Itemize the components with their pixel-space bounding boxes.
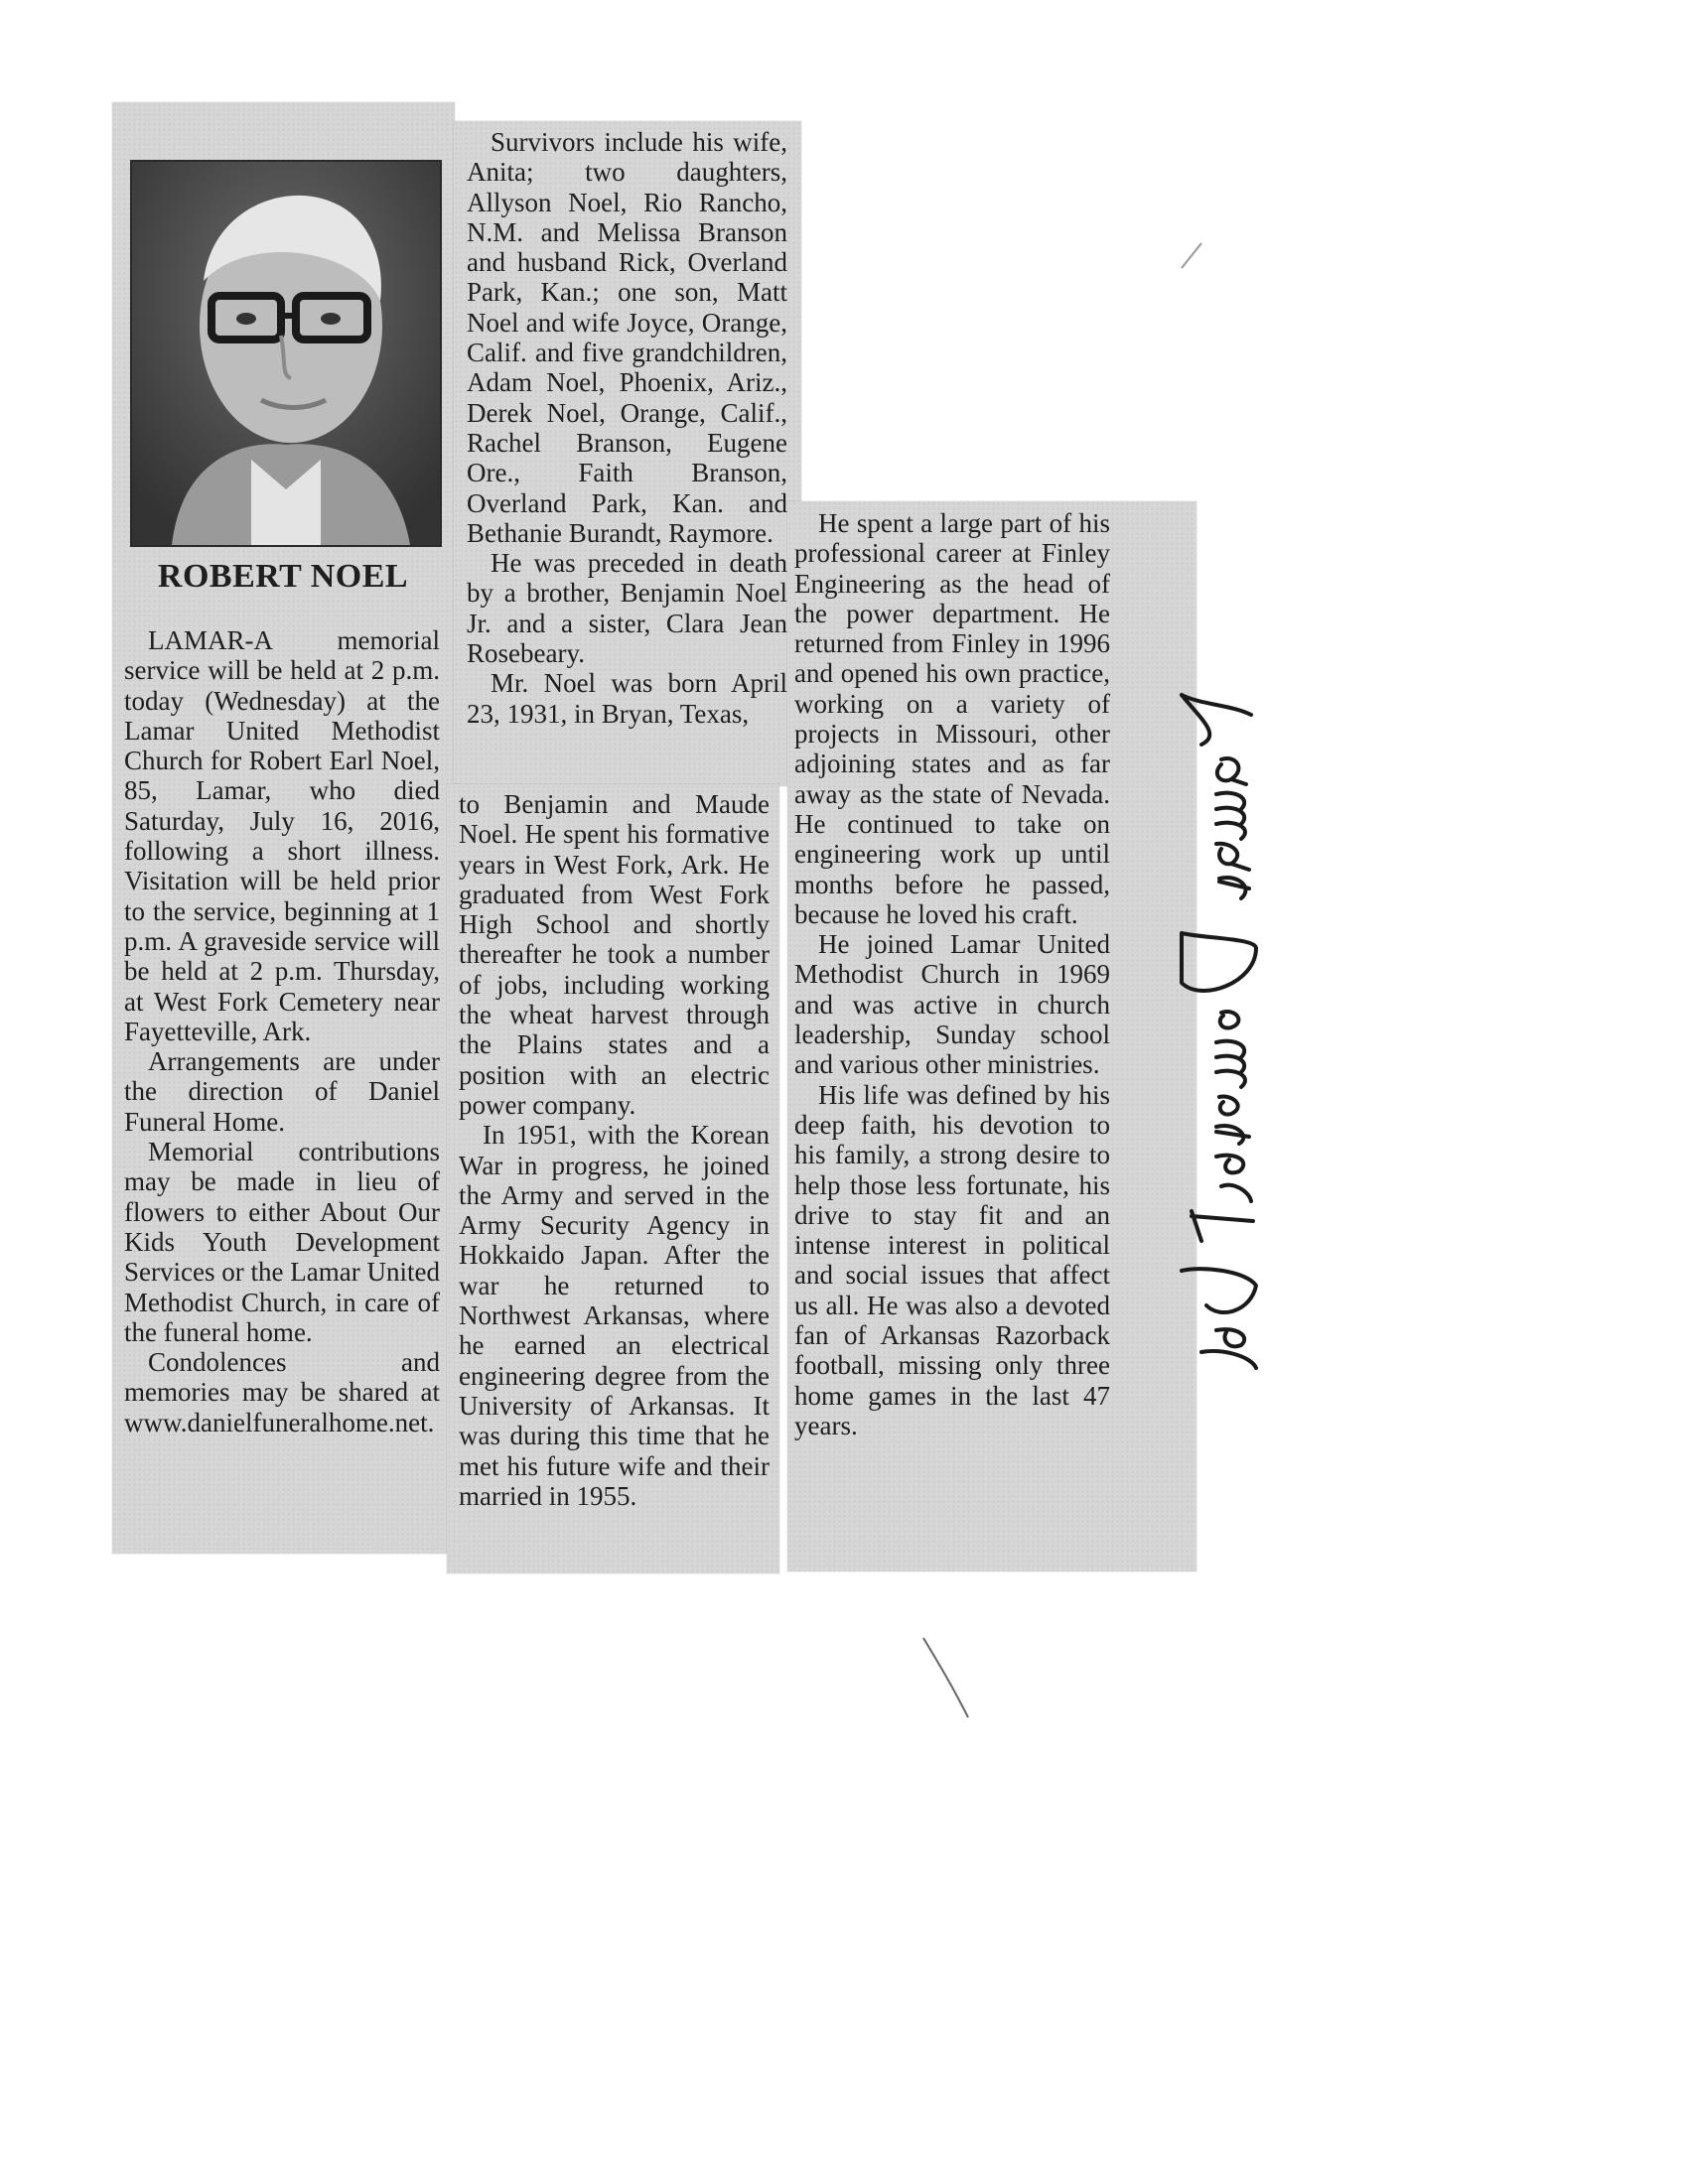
career-paragraph: He spent a large part of his professional career at Finley Engineering as the head of the power department. He returned from Finley in 1996 and opened his own practice, working on a variety of projects in Missouri, other adjoining states and as far away as the state of Nevada. He continued to take on engineering work up until months before he passed, because he loved his craft.	[794, 508, 1110, 929]
scan-mark-top-right	[1172, 238, 1211, 278]
handwritten-date-note	[1162, 685, 1281, 1380]
life-paragraph: His life was defined by his deep faith, his devotion to his family, a strong desire to help those less fortunate, his drive to stay fit and an intense interest in political and social issues that affect us all. He was also a devoted fan of Arkansas Razorback football, missing only three home games in the last 47 years.	[794, 1079, 1110, 1440]
obituary-column-1	[124, 625, 440, 1437]
arrangements-paragraph: Arrangements are under the direction of Daniel Funeral Home.	[124, 1046, 440, 1137]
birth-paragraph-start: Mr. Noel was born April 23, 1931, in Bryan, Texas,	[467, 668, 787, 729]
church-paragraph: He joined Lamar United Methodist Church in 1969 and was active in church leadership, Sunday school and various other ministries.	[794, 929, 1110, 1080]
scan-mark-bottom	[918, 1633, 978, 1722]
preceded-paragraph: He was preceded in death by a brother, Benjamin Noel Jr. and a sister, Clara Jean Rosebeary.	[467, 548, 787, 669]
memorial-contributions-paragraph: Memorial contributions may be made in lieu of flowers to either About Our Kids Youth Development Services or the Lamar United Methodist Church, in care of the funeral home.	[124, 1137, 440, 1347]
portrait-illustration	[132, 162, 440, 545]
survivors-paragraph: Survivors include his wife, Anita; two daughters, Allyson Noel, Rio Rancho, N.M. and Melissa Branson and husband Rick, Overland Park, Kan.; one son, Matt Noel and wife Joyce, Orange, Calif. and five grandchildren, Adam Noel, Phoenix, Ariz., Derek Noel, Orange, Calif., Rachel Branson, Eugene Ore., Faith Branson, Overland Park, Kan. and Bethanie Burandt, Raymore.	[467, 127, 787, 548]
portrait-photo	[130, 160, 442, 547]
condolences-paragraph: Condolences and memories may be shared at www.danielfuneralhome.net.	[124, 1347, 440, 1437]
army-paragraph: In 1951, with the Korean War in progress, he joined the Army and served in the Army Security Agency in Hokkaido Japan. After the war he returned to Northwest Arkansas, where he earned an electrical engineering degree from the University of Arkansas. It was during this time that he met his future wife and their married in 1955.	[459, 1120, 770, 1511]
obituary-column-3	[794, 508, 1110, 1440]
obituary-column-2-top	[467, 127, 787, 729]
birth-paragraph-continued: to Benjamin and Maude Noel. He spent his formative years in West Fork, Ark. He graduated from West Fork High School and shortly thereafter he took a number of jobs, including working the wheat harvest through the Plains states and a position with an electric power company.	[459, 789, 770, 1120]
handwriting-svg	[1162, 685, 1281, 1380]
obituary-column-2-bottom	[459, 789, 770, 1511]
service-paragraph: LAMAR-A memorial service will be held at 2 p.m. today (Wednesday) at the Lamar United Methodist Church for Robert Earl Noel, 85, Lamar, who died Saturday, July 16, 2016, following a short illness. Visitation will be held prior to the service, beginning at 1 p.m. A graveside service will be held at 2 p.m. Thursday, at West Fork Cemetery near Fayetteville, Ark.	[124, 625, 440, 1046]
deceased-name: ROBERT NOEL	[157, 558, 409, 595]
